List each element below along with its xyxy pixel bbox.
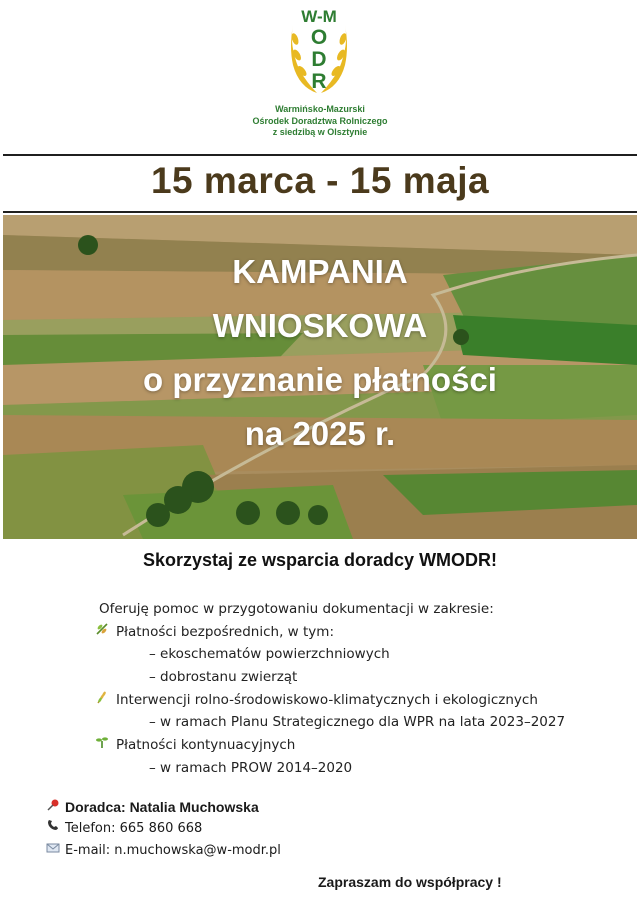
hero-headline (3, 245, 637, 461)
offer-intro: Oferuję pomoc w przygotowaniu dokumentacji w zakresie: (99, 601, 494, 617)
offer-item-3-label: Płatności kontynuacyjnych (116, 737, 296, 754)
wheat-icon (94, 689, 110, 712)
closing-invitation: Zapraszam do współpracy ! (318, 874, 502, 890)
list-item (94, 734, 634, 757)
advisor-row (45, 796, 445, 818)
top-divider (3, 154, 637, 156)
org-line-1: Warmińsko-Mazurski (275, 104, 365, 114)
bottom-divider (3, 211, 637, 213)
offer-list (94, 598, 634, 780)
phone-row (45, 818, 445, 840)
seedling-icon (94, 621, 110, 644)
call-to-action: Skorzystaj ze wsparcia doradcy WMODR! (142, 550, 498, 570)
logo-top-text: W-M (301, 7, 337, 26)
list-item (94, 621, 634, 644)
wmodr-logo (287, 9, 351, 97)
org-line-3: z siedzibą w Olsztynie (272, 127, 368, 137)
contact-block (45, 796, 445, 862)
offer-item-2-sub-1: – w ramach Planu Strategicznego dla WPR na lata 2023–2027 (149, 714, 566, 731)
hero-field-image (3, 215, 637, 539)
offer-item-2-label: Interwencji rolno-środowiskowo-klimatycznych i ekologicznych (116, 691, 538, 708)
hero-line-1: KAMPANIA (232, 253, 408, 290)
logo-letter-d: D (311, 48, 327, 71)
offer-item-3-sub-1: – w ramach PROW 2014–2020 (149, 759, 353, 776)
logo-letter-o: O (310, 26, 328, 49)
org-line-2: Ośrodek Doradztwa Rolniczego (252, 115, 388, 126)
envelope-icon (45, 840, 61, 862)
email-address[interactable]: E-mail: n.muchowska@w-modr.pl (65, 843, 281, 858)
sprout-icon (94, 734, 110, 757)
pushpin-icon (45, 796, 61, 818)
email-row (45, 840, 445, 862)
hero-line-4: na 2025 r. (244, 415, 396, 452)
phone-number[interactable]: Telefon: 665 860 668 (65, 821, 203, 836)
offer-item-1-sub-1: – ekoschematów powierzchniowych (149, 646, 390, 663)
phone-icon (45, 818, 61, 840)
advisor-name: Doradca: Natalia Muchowska (65, 799, 259, 815)
hero-line-2: WNIOSKOWA (212, 307, 428, 344)
campaign-dates: 15 marca - 15 maja (150, 160, 490, 201)
list-item (94, 689, 634, 712)
organization-name (200, 104, 440, 139)
offer-item-1-label: Płatności bezpośrednich, w tym: (116, 623, 334, 640)
offer-item-1-sub-2: – dobrostanu zwierząt (149, 669, 298, 686)
hero-line-3: o przyznanie płatności (143, 361, 497, 398)
logo-letter-r: R (311, 70, 327, 93)
